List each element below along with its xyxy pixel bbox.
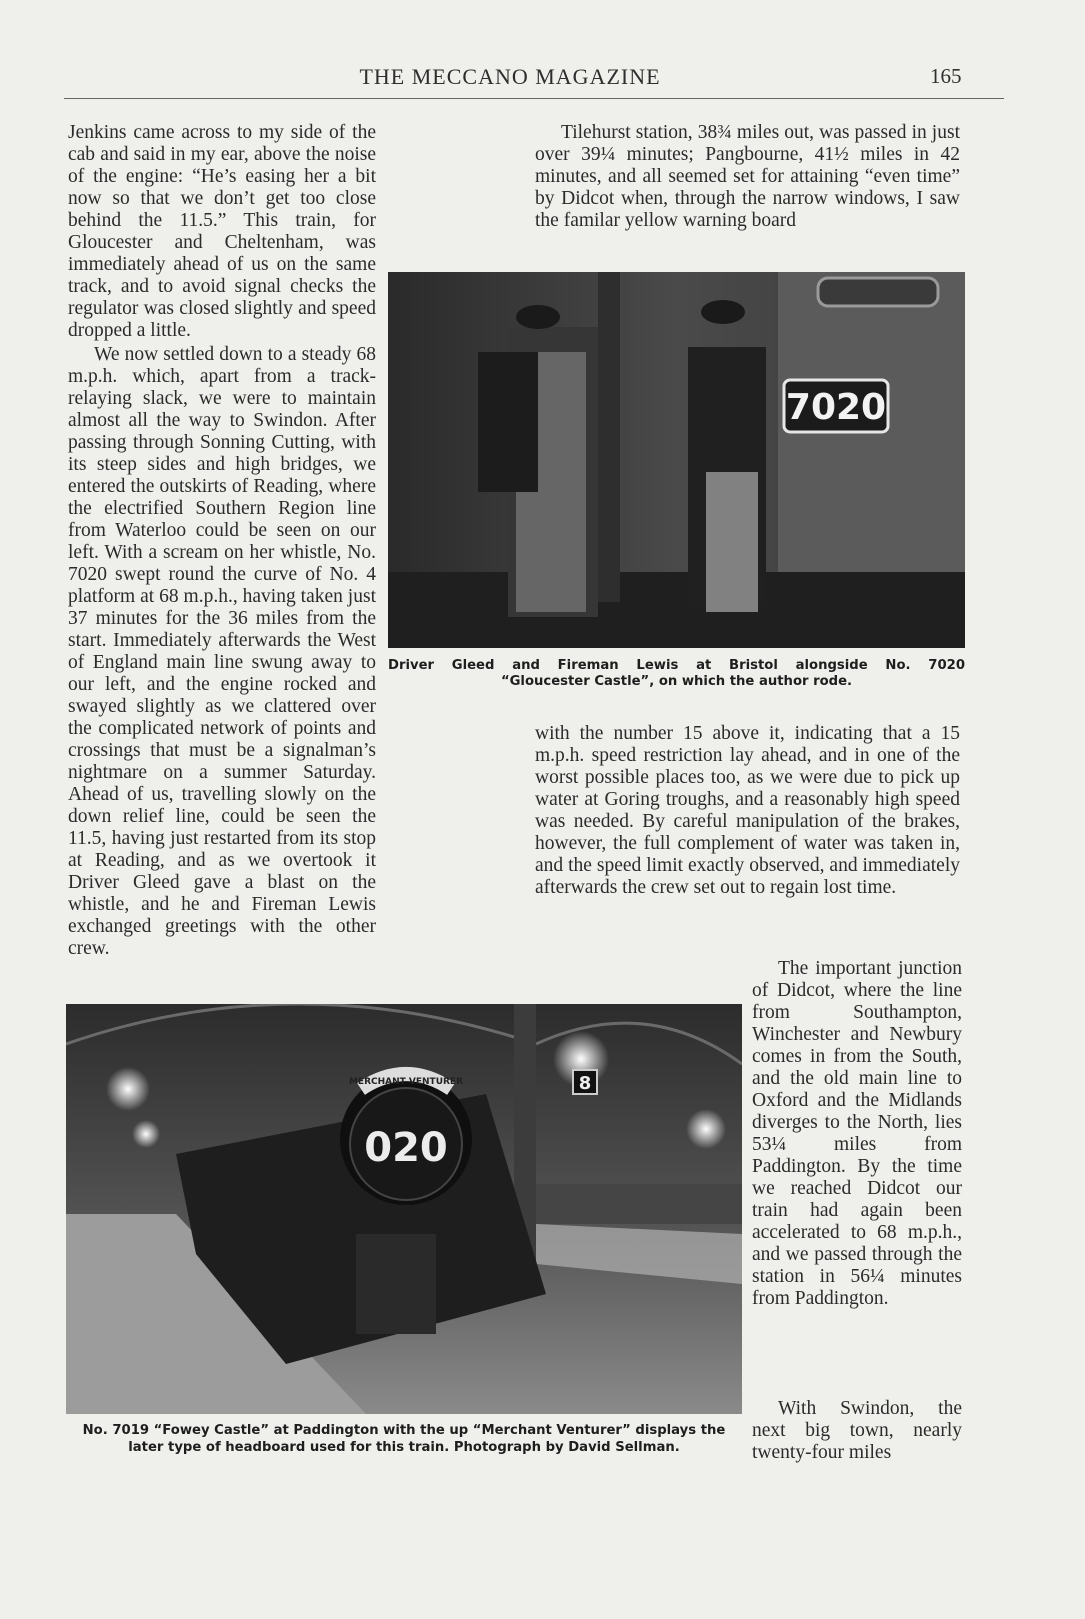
page-number: 165 bbox=[930, 64, 962, 88]
right-paragraph-1: Tilehurst station, 38¾ miles out, was passed in just over 39¼ minutes; Pangbourne, 41½ miles in 42 minutes, and all seemed set for attaining “even time” by Didcot when, through the narrow windows, I saw the familar yellow warning board bbox=[535, 122, 960, 231]
headboard-text: MERCHANT VENTURER bbox=[348, 1077, 464, 1087]
header-rule bbox=[64, 98, 1004, 99]
station-photo bbox=[66, 1004, 742, 1414]
left-paragraph-1: Jenkins came across to my side of the cab and said in my ear, above the noise of the engine: “He’s easing her a bit now so that we don’t get too close behind the 11.5.” This train, for Gloucester and Cheltenham, was immediately ahead of us on the same track, and to avoid signal checks the regulator was closed slightly and speed dropped a little. bbox=[68, 122, 376, 341]
crew-photo-illustration bbox=[388, 272, 965, 648]
left-paragraph-2: We now settled down to a steady 68 m.p.h. which, apart from a track-relaying slack, we were to maintain almost all the way to Swindon. After passing through Sonning Cutting, with its steep sides and high bridges, we entered the outskirts of Reading, where the electrified Southern Region line from Waterloo could be seen on our left. With a scream on her whistle, No. 7020 swept round the curve of No. 4 platform at 68 m.p.h., having taken just 37 minutes for the 36 miles from the start. Immediately afterwards the West of England main line swung away to our left, and the engine rocked and swayed slightly as we clattered over the complicated network of points and crossings that must be a signalman’s nightmare on a summer Saturday. Ahead of us, travelling slowly on the down relief line, could be seen the 11.5, having just restarted from its stop at Reading, and as we overtook it Driver Gleed gave a blast on the whistle, and he and Fireman Lewis exchanged greetings with the other crew. bbox=[68, 344, 376, 959]
station-photo-caption-line-1: No. 7019 “Fowey Castle” at Paddington with the up “Merchant Venturer” displays the bbox=[82, 1423, 726, 1438]
magazine-title: THE MECCANO MAGAZINE bbox=[359, 64, 661, 89]
right-paragraph-4: With Swindon, the next big town, nearly twenty-four miles bbox=[752, 1398, 962, 1463]
crew-photo-caption-line-1: Driver Gleed and Fireman Lewis at Bristol alongside No. 7020 bbox=[388, 658, 965, 673]
platform-sign-number: 8 bbox=[578, 1073, 592, 1094]
station-photo-illustration bbox=[66, 1004, 742, 1414]
crew-photo bbox=[388, 272, 965, 648]
cab-number-plate: 7020 bbox=[785, 387, 887, 428]
right-paragraph-2: with the number 15 above it, indicating that a 15 m.p.h. speed restriction lay ahead, and in one of the worst possible places too, as we were due to pick up water at Goring troughs, and a reasonably high speed was needed. By careful manipulation of the brakes, however, the full complement of water was taken in, and the speed limit exactly observed, and immediately afterwards the crew set out to regain lost time. bbox=[535, 723, 960, 898]
right-paragraph-3: The important junction of Didcot, where the line from Southampton, Winchester and Newbury comes in from the South, and the old main line to Oxford and the Midlands diverges to the North, lies 53¼ miles from Paddington. By the time we reached Didcot our train had again been accelerated to 68 m.p.h., and we passed through the station in 56¼ minutes from Paddington. bbox=[752, 958, 962, 1309]
station-photo-caption-line-2: later type of headboard used for this train. Photograph by David Sellman. bbox=[128, 1440, 680, 1455]
crew-photo-caption-line-2: “Gloucester Castle”, on which the author rode. bbox=[500, 674, 853, 689]
smokebox-number: 020 bbox=[364, 1125, 448, 1171]
